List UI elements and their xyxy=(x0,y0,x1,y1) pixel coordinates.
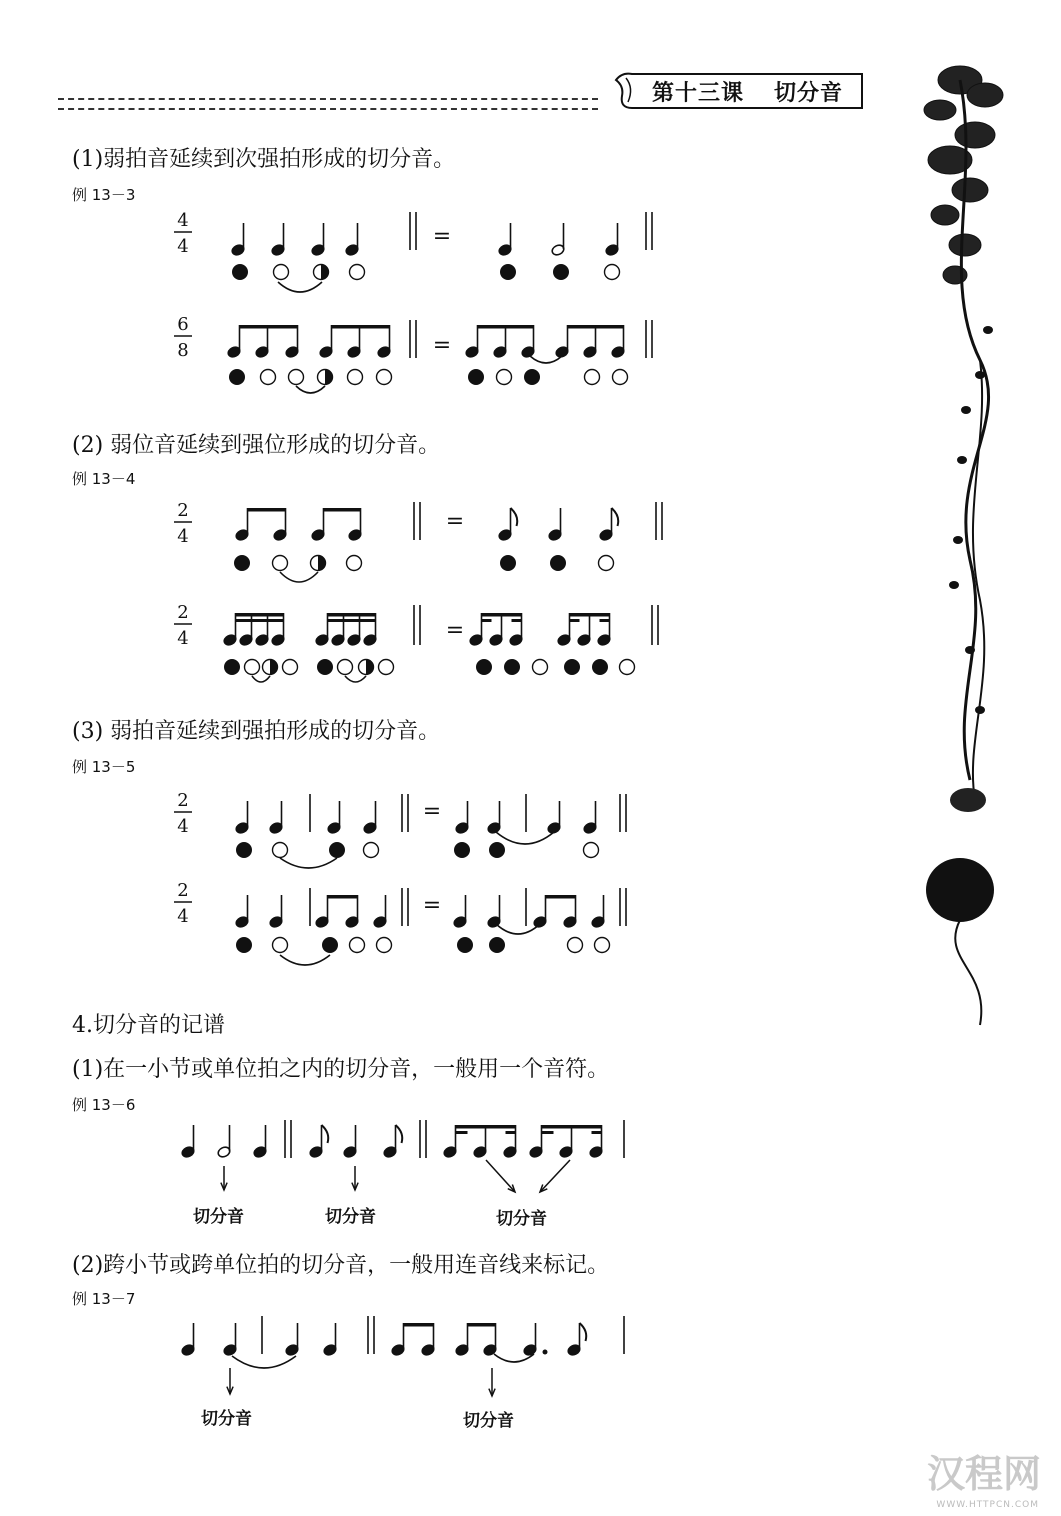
syncopation-label-1: 切分音 xyxy=(193,1207,244,1227)
arrow-line xyxy=(486,1160,515,1192)
beat-dot-strong xyxy=(224,659,240,675)
time-signature-6-bottom: 4 xyxy=(177,906,189,927)
note-beam-secondary xyxy=(512,619,522,622)
beat-dot-weak xyxy=(338,660,353,675)
beat-dot-weak xyxy=(350,265,365,280)
tie-arc xyxy=(530,356,562,363)
beat-dot-weak xyxy=(273,938,288,953)
beat-dot-weak xyxy=(273,843,288,858)
time-signature-5-bottom: 4 xyxy=(177,816,189,837)
note-flag xyxy=(396,1125,403,1143)
note-beam xyxy=(456,1125,516,1129)
beat-dot-strong xyxy=(489,842,505,858)
beat-dot-weak xyxy=(245,660,260,675)
beat-dot-weak xyxy=(289,370,304,385)
beat-dot-weak xyxy=(261,370,276,385)
beat-dot-weak xyxy=(584,843,599,858)
beat-dot-medium-fill xyxy=(325,370,333,385)
beat-dot-strong xyxy=(232,264,248,280)
example-13-5-label: 例 13－5 xyxy=(72,758,136,776)
beat-dot-strong xyxy=(500,264,516,280)
note-beam xyxy=(478,325,534,329)
note-beam-secondary xyxy=(570,619,580,622)
beat-dot-strong xyxy=(329,842,345,858)
syncopation-label-4: 切分音 xyxy=(201,1409,252,1429)
lesson-number: 第十三课 xyxy=(652,80,745,106)
beat-dot-weak xyxy=(613,370,628,385)
tie-arc xyxy=(280,858,337,868)
beat-dot-strong xyxy=(317,659,333,675)
beat-dot-strong xyxy=(236,842,252,858)
watermark-logo: 汉程网 xyxy=(926,1452,1041,1496)
note-beam xyxy=(328,613,376,617)
time-signature-3-bottom: 4 xyxy=(177,526,189,547)
time-signature-4-bottom: 4 xyxy=(177,628,189,649)
beat-dot-weak xyxy=(605,265,620,280)
note-beam-secondary xyxy=(592,1131,602,1134)
tie-arc xyxy=(252,676,270,682)
section-2-heading: (2) 弱位音延续到强位形成的切分音。 xyxy=(72,433,441,458)
note-flag xyxy=(580,1323,587,1341)
beat-dot-strong xyxy=(550,555,566,571)
note-beam-secondary xyxy=(600,619,610,622)
beat-dot-medium-fill xyxy=(321,265,329,280)
beat-dot-weak xyxy=(585,370,600,385)
beat-dot-weak xyxy=(533,660,548,675)
equals-sign-5: = xyxy=(422,799,442,824)
beat-dot-strong xyxy=(457,937,473,953)
note-beam xyxy=(546,895,576,899)
tie-arc xyxy=(278,282,322,292)
note-beam-secondary xyxy=(328,619,376,622)
beat-dot-strong xyxy=(468,369,484,385)
beat-dot-strong xyxy=(322,937,338,953)
note-flag xyxy=(322,1125,329,1143)
beat-dot-weak xyxy=(620,660,635,675)
note-beam xyxy=(328,895,358,899)
beat-dot-weak xyxy=(348,370,363,385)
beat-dot-strong xyxy=(504,659,520,675)
dotted-note-dot xyxy=(543,1350,548,1355)
time-signature-2-top: 6 xyxy=(177,314,189,335)
note-beam xyxy=(240,325,298,329)
syncopation-label-2: 切分音 xyxy=(325,1207,376,1227)
note-beam-secondary xyxy=(542,1131,554,1134)
example-13-7-label: 例 13－7 xyxy=(72,1290,136,1308)
beat-dot-weak xyxy=(347,556,362,571)
beat-dot-weak xyxy=(364,843,379,858)
note-beam xyxy=(236,613,284,617)
note-beam xyxy=(248,508,286,512)
beat-dot-weak xyxy=(379,660,394,675)
beat-dot-strong xyxy=(229,369,245,385)
watermark-url: WWW.HTTPCN.COM xyxy=(936,1500,1039,1510)
note-beam-secondary xyxy=(482,619,492,622)
beat-dot-weak xyxy=(599,556,614,571)
time-signature-2-bottom: 8 xyxy=(177,340,189,361)
note-beam-secondary xyxy=(456,1131,468,1134)
beat-dot-weak xyxy=(274,265,289,280)
beat-dot-weak xyxy=(377,938,392,953)
syncopation-label-5: 切分音 xyxy=(463,1411,514,1431)
note-beam-secondary xyxy=(506,1131,516,1134)
beat-dot-strong xyxy=(236,937,252,953)
equals-sign-3: = xyxy=(445,509,465,534)
beat-dot-strong xyxy=(524,369,540,385)
time-signature-1-bottom: 4 xyxy=(177,236,189,257)
note-flag xyxy=(612,508,619,526)
beat-dot-medium-fill xyxy=(270,660,278,675)
note-beam xyxy=(404,1323,434,1327)
tie-arc xyxy=(232,1356,296,1368)
beat-dot-strong xyxy=(564,659,580,675)
beat-dot-strong xyxy=(454,842,470,858)
time-signature-5-top: 2 xyxy=(177,790,189,811)
beat-dot-strong xyxy=(489,937,505,953)
beat-dot-strong xyxy=(234,555,250,571)
time-signature-3-top: 2 xyxy=(177,500,189,521)
beat-dot-weak xyxy=(283,660,298,675)
note-beam-secondary xyxy=(236,619,284,622)
equals-sign-6: = xyxy=(422,893,442,918)
section-5-heading: (2)跨小节或跨单位拍的切分音，一般用连音线来标记。 xyxy=(72,1253,610,1278)
beat-dot-weak xyxy=(497,370,512,385)
section-1-heading: (1)弱拍音延续到次强拍形成的切分音。 xyxy=(72,147,456,172)
beat-dot-weak xyxy=(377,370,392,385)
part-4-heading: 4.切分音的记谱 xyxy=(72,1013,225,1038)
note-beam xyxy=(324,508,361,512)
beat-dot-weak xyxy=(273,556,288,571)
note-beam xyxy=(468,1323,496,1327)
example-13-3-label: 例 13－3 xyxy=(72,186,136,204)
time-signature-6-top: 2 xyxy=(177,880,189,901)
note-beam xyxy=(570,613,610,617)
note-beam xyxy=(482,613,522,617)
beat-dot-strong xyxy=(553,264,569,280)
example-13-4-label: 例 13－4 xyxy=(72,470,136,488)
tie-arc xyxy=(345,676,366,682)
time-signature-1-top: 4 xyxy=(177,210,189,231)
tie-arc xyxy=(496,924,540,934)
note-beam xyxy=(568,325,624,329)
syncopation-label-3: 切分音 xyxy=(496,1209,547,1229)
note-beam xyxy=(542,1125,602,1129)
note-flag xyxy=(511,508,518,526)
beat-dot-strong xyxy=(476,659,492,675)
beat-dot-weak xyxy=(595,938,610,953)
tie-arc xyxy=(496,832,554,844)
equals-sign-4: = xyxy=(445,618,465,643)
example-13-6-label: 例 13－6 xyxy=(72,1096,136,1114)
note-beam xyxy=(332,325,390,329)
tie-arc xyxy=(296,386,325,393)
tie-arc xyxy=(280,572,318,582)
tie-arc xyxy=(280,955,330,965)
beat-dot-strong xyxy=(500,555,516,571)
lesson-topic: 切分音 xyxy=(774,80,844,106)
beat-dot-weak xyxy=(350,938,365,953)
beat-dot-weak xyxy=(568,938,583,953)
beat-dot-medium-fill xyxy=(318,556,326,571)
section-4-heading: (1)在一小节或单位拍之内的切分音，一般用一个音符。 xyxy=(72,1057,610,1082)
section-3-heading: (3) 弱拍音延续到强拍形成的切分音。 xyxy=(72,719,441,744)
arrow-line xyxy=(540,1160,570,1192)
beat-dot-strong xyxy=(592,659,608,675)
beat-dot-medium-fill xyxy=(366,660,374,675)
equals-sign-1: = xyxy=(432,224,452,249)
notes-layer xyxy=(181,212,662,1396)
equals-sign-2: = xyxy=(432,333,452,358)
time-signature-4-top: 2 xyxy=(177,602,189,623)
